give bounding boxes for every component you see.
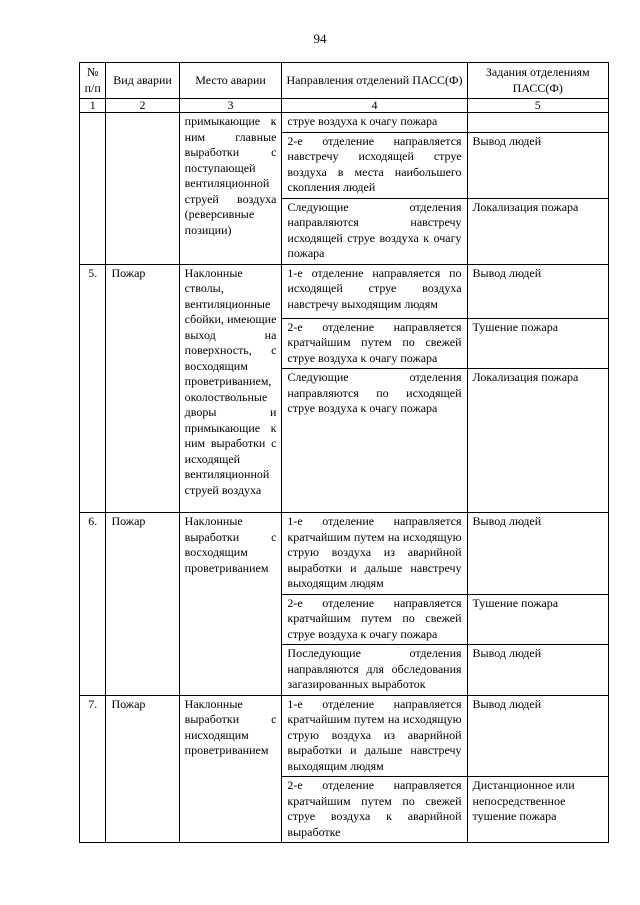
direction-cell: 1-е отделение направляется по исходящей струе воздуха навстречу выходящим людям xyxy=(282,264,467,318)
header-number: № п/п xyxy=(80,63,106,99)
task-cell: Локализация пожара xyxy=(467,369,608,513)
number-cell xyxy=(80,113,106,265)
place-cell: Наклонные стволы, вентиляционные сбойки, имеющие выход на поверхность, с восходящим проветриванием, околоствольные дворы и примыкающие к ним выработки с исходящей вентиляционной струей воздуха xyxy=(179,264,282,513)
number-cell: 6. xyxy=(80,513,106,696)
direction-cell: Следующие отделения направляются навстречу исходящей струе воздуха к очагу пожара xyxy=(282,198,467,264)
direction-cell: Следующие отделения направляются по исходящей струе воздуха к очагу пожара xyxy=(282,369,467,513)
table-row xyxy=(80,695,609,777)
direction-cell: 2-е отделение направляется кратчайшим путем по свежей струе воздуха к аварийной выработке xyxy=(282,777,467,843)
place-cell: Наклонные выработки с нисходящим проветриванием xyxy=(179,695,282,843)
header-directions: Направления отделений ПАСС(Ф) xyxy=(282,63,467,99)
column-index-row xyxy=(80,99,609,113)
page-number: 94 xyxy=(313,31,327,46)
index-cell: 2 xyxy=(106,99,179,113)
header-tasks: Задания отделениям ПАСС(Ф) xyxy=(467,63,608,99)
type-cell: Пожар xyxy=(106,695,179,843)
index-cell: 5 xyxy=(467,99,608,113)
task-cell: Дистанционное или непосредственное тушение пожара xyxy=(467,777,608,843)
header-accident-place: Место аварии xyxy=(179,63,282,99)
direction-cell: Последующие отделения направляются для обследования загазированных выработок xyxy=(282,645,467,696)
place-cell: примыкающие к ним главные выработки с поступающей вентиляционной струей воздуха (реверсивные позиции) xyxy=(179,113,282,265)
place-cell: Наклонные выработки с восходящим проветриванием xyxy=(179,513,282,696)
task-cell: Вывод людей xyxy=(467,695,608,777)
index-cell: 1 xyxy=(80,99,106,113)
header-accident-type: Вид аварии xyxy=(106,63,179,99)
accident-response-table xyxy=(79,62,609,843)
direction-cell: 1-е отделение направляется кратчайшим путем на исходящую струю воздуха из аварийной выработки и дальше навстречу выходящим людям xyxy=(282,695,467,777)
type-cell xyxy=(106,113,179,265)
number-cell: 7. xyxy=(80,695,106,843)
number-cell: 5. xyxy=(80,264,106,513)
task-cell: Вывод людей xyxy=(467,132,608,198)
direction-cell: 2-е отделение направляется кратчайшим путем по свежей струе воздуха к очагу пожара xyxy=(282,318,467,369)
table-row xyxy=(80,113,609,133)
direction-cell: 2-е отделение направляется кратчайшим путем по свежей струе воздуха к очагу пожара xyxy=(282,594,467,645)
task-cell: Тушение пожара xyxy=(467,594,608,645)
index-cell: 3 xyxy=(179,99,282,113)
direction-cell: струе воздуха к очагу пожара xyxy=(282,113,467,133)
type-cell: Пожар xyxy=(106,264,179,513)
task-cell: Вывод людей xyxy=(467,645,608,696)
direction-cell: 1-е отделение направляется кратчайшим путем на исходящую струю воздуха из аварийной выработки и дальше навстречу выходящим людям xyxy=(282,513,467,595)
type-cell: Пожар xyxy=(106,513,179,696)
task-cell: Вывод людей xyxy=(467,513,608,595)
task-cell xyxy=(467,113,608,133)
direction-cell: 2-е отделение направляется навстречу исходящей струе воздуха в места наибольшего скопления людей xyxy=(282,132,467,198)
task-cell: Вывод людей xyxy=(467,264,608,318)
index-cell: 4 xyxy=(282,99,467,113)
header-row xyxy=(80,63,609,99)
table-row xyxy=(80,513,609,595)
table-row xyxy=(80,264,609,318)
task-cell: Локализация пожара xyxy=(467,198,608,264)
task-cell: Тушение пожара xyxy=(467,318,608,369)
